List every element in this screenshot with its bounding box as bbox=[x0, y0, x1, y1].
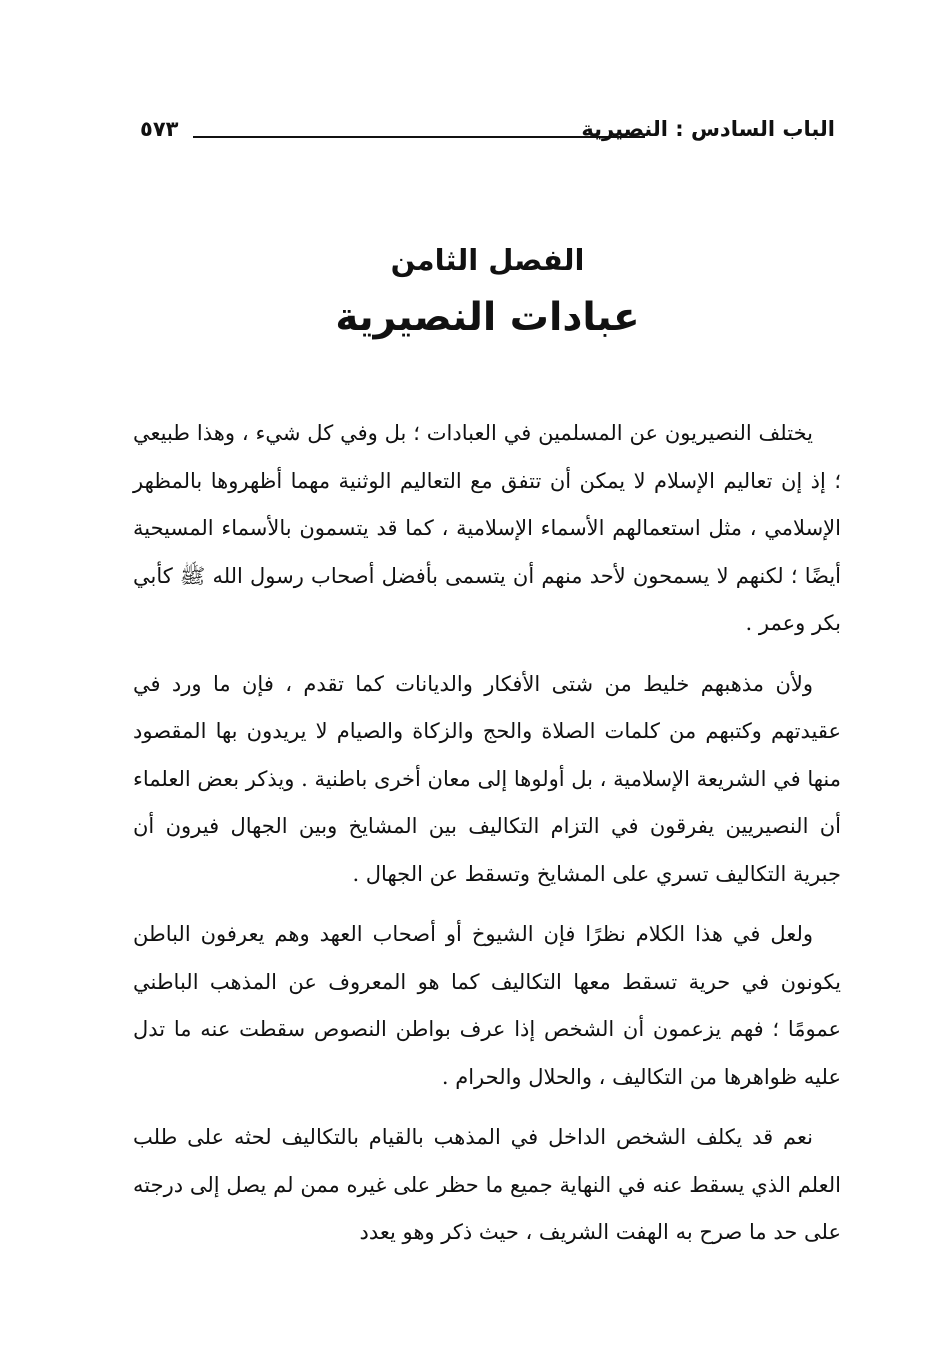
paragraph-1: يختلف النصيريون عن المسلمين في العبادات ؛ بل وفي كل شيء ، وهذا طبيعي ؛ إذ إن تعاليم الإسلام لا يمكن أن تتفق مع التعاليم الوثنية مهما أظهروها بالمظهر الإسلامي ، مثل استعمالهم الأسماء الإسلامية ، كما قد يتسمون بالأسماء المسيحية أيضًا ؛ لكنهم لا يسمحون لأحد منهم أن يتسمى بأفضل أصحاب رسول الله ﷺ كأبي بكر وعمر . bbox=[133, 421, 841, 635]
running-header bbox=[140, 112, 835, 152]
paragraph-3: ولعل في هذا الكلام نظرًا فإن الشيوخ أو أصحاب العهد وهم يعرفون الباطن يكونون في حرية تسقط معها التكاليف كما هو المعروف عن المذهب الباطني عمومًا ؛ فهم يزعمون أن الشخص إذا عرف بواطن النصوص سقطت عنه ما تدل عليه ظواهرها من التكاليف ، والحلال والحرام . bbox=[133, 922, 841, 1089]
header-rule bbox=[193, 136, 645, 138]
page-number: ٥٧٣ bbox=[140, 117, 179, 141]
paragraph-4: نعم قد يكلف الشخص الداخل في المذهب بالقيام بالتكاليف لحثه على طلب العلم الذي يسقط عنه في النهاية جميع ما حظر على غيره ممن لم يصل إلى درجته على حد ما صرح به الهفت الشريف ، حيث ذكر وهو يعدد bbox=[133, 1125, 841, 1244]
paragraph-2: ولأن مذهبهم خليط من شتى الأفكار والديانات كما تقدم ، فإن ما ورد في عقيدتهم وكتبهم من كلمات الصلاة والحج والزكاة والصيام لا يريدون بها المقصود منها في الشريعة الإسلامية ، بل أولوها إلى معان أخرى باطنية . ويذكر بعض العلماء أن النصيريين يفرقون في التزام التكاليف بين المشايخ وبين الجهال فيرون أن جبرية التكاليف تسري على المشايخ وتسقط عن الجهال . bbox=[133, 671, 841, 886]
chapter-title: عبادات النصيرية bbox=[335, 295, 640, 340]
body-text bbox=[133, 410, 841, 1270]
chapter-number-label: الفصل الثامن bbox=[390, 243, 585, 277]
running-title: الباب السادس : النصيرية bbox=[581, 117, 835, 141]
